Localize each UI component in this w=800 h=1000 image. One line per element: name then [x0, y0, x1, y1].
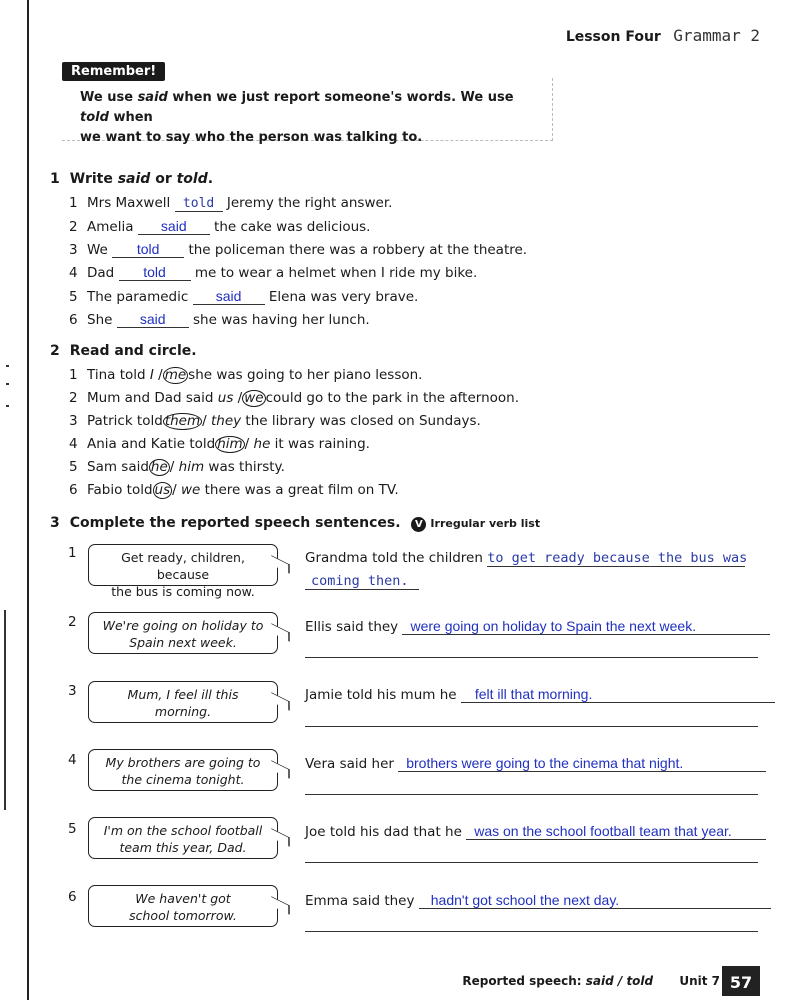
item-text: Dad	[87, 265, 119, 281]
speech-bubble	[88, 749, 278, 791]
bubble-line: school tomorrow.	[129, 908, 237, 923]
option-b[interactable]: we	[180, 482, 201, 498]
item-number: 6	[69, 482, 78, 498]
bubble-line: the cinema tonight.	[121, 772, 245, 787]
margin-mark	[6, 405, 9, 407]
page-number: 57	[722, 966, 760, 996]
exercise-2-title	[50, 343, 197, 359]
bubble-line: Get ready, children, because	[121, 550, 245, 582]
bubble-line: morning.	[154, 704, 212, 719]
speech-bubble	[88, 612, 278, 654]
item-text: Mum and Dad said	[87, 390, 218, 406]
irregular-verb-list-link[interactable]: Irregular verb list	[430, 517, 541, 530]
writing-line	[305, 726, 758, 727]
title-part: Write	[69, 171, 118, 187]
exercise-title: Read and circle.	[69, 343, 197, 359]
option-separator: /	[233, 390, 243, 406]
lesson-header	[566, 26, 760, 45]
sentence-stem: Emma said they	[305, 893, 419, 909]
option-b-circled[interactable]: we	[244, 390, 264, 406]
item-text: We	[87, 242, 113, 258]
item-number: 5	[69, 459, 78, 475]
option-a-circled[interactable]: him	[217, 436, 243, 452]
item-text: she was going to her piano lesson.	[188, 367, 423, 383]
item-text: Sam said	[87, 459, 149, 475]
title-part: or	[150, 171, 177, 187]
option-separator: /	[244, 436, 254, 452]
option-b[interactable]: they	[210, 413, 242, 429]
item-text: Mrs Maxwell	[87, 195, 175, 211]
exercise-number: 1	[50, 171, 60, 187]
answer-field[interactable]: said	[193, 288, 265, 305]
answer-field-continued[interactable]: coming then.	[305, 573, 419, 590]
item-number: 4	[68, 752, 77, 768]
item-number: 2	[69, 390, 78, 406]
speech-bubble	[88, 817, 278, 859]
remember-text	[80, 88, 540, 148]
item-number: 1	[69, 367, 78, 383]
item-text: Amelia	[87, 219, 138, 235]
answer-field[interactable]: said	[117, 311, 189, 328]
item-number: 4	[69, 436, 78, 452]
rule-text: when	[108, 110, 153, 125]
ex1-item	[69, 311, 370, 328]
reported-line	[305, 618, 770, 635]
rule-word-said: said	[137, 90, 168, 105]
rule-text: when we just report someone's words. We use	[167, 90, 514, 105]
ex1-item	[69, 264, 477, 281]
item-text: Elena was very brave.	[264, 289, 419, 305]
option-b[interactable]: he	[253, 436, 271, 452]
ex1-item	[69, 195, 392, 212]
option-a[interactable]: I	[149, 367, 154, 383]
reported-line	[305, 550, 748, 567]
item-number: 6	[68, 889, 77, 905]
item-text: Tina told	[87, 367, 150, 383]
speech-bubble	[88, 544, 278, 599]
option-separator: /	[169, 459, 179, 475]
footer-topic-words: said / told	[585, 974, 654, 988]
item-text: she was having her lunch.	[188, 312, 370, 328]
option-a[interactable]: us	[217, 390, 234, 406]
footer-unit: Unit 7	[679, 974, 720, 988]
page-binding-line	[27, 0, 29, 1000]
item-number: 1	[69, 195, 78, 211]
margin-mark	[6, 365, 9, 367]
rule-text: We use	[80, 90, 138, 105]
item-text: Ania and Katie told	[87, 436, 216, 452]
writing-line	[305, 657, 758, 658]
remember-badge: Remember!	[62, 62, 165, 81]
option-separator: /	[153, 367, 163, 383]
item-text: the policeman there was a robbery at the theatre.	[184, 242, 528, 258]
answer-field[interactable]: to get ready because the bus was	[487, 550, 748, 566]
item-number: 3	[69, 413, 78, 429]
ex2-item	[69, 436, 370, 453]
ex1-item	[69, 288, 418, 305]
item-text: me to wear a helmet when I ride my bike.	[190, 265, 478, 281]
item-text: there was a great film on TV.	[200, 482, 399, 498]
ex1-item	[69, 241, 527, 258]
item-number: 3	[68, 683, 77, 699]
item-text: Jeremy the right answer.	[222, 195, 393, 211]
answer-field[interactable]: said	[138, 218, 210, 235]
item-text: Patrick told	[87, 413, 163, 429]
option-a-circled[interactable]: us	[154, 482, 171, 498]
item-text: it was raining.	[270, 436, 370, 452]
answer-field[interactable]: was on the school football team that year.	[466, 823, 766, 840]
ex2-item	[69, 482, 399, 499]
exercise-number: 3	[50, 515, 60, 531]
section-title: Grammar 2	[673, 26, 760, 45]
bubble-line: Spain next week.	[129, 635, 237, 650]
rule-word-told: told	[80, 110, 109, 125]
exercise-1-title	[50, 171, 213, 187]
item-text: The paramedic	[87, 289, 193, 305]
exercise-number: 2	[50, 343, 60, 359]
page-footer	[462, 974, 720, 988]
title-part: told	[176, 171, 208, 187]
item-number: 4	[69, 265, 78, 281]
bubble-line: the bus is coming now.	[111, 584, 255, 599]
option-separator: /	[202, 413, 211, 429]
title-part: said	[117, 171, 151, 187]
item-number: 1	[68, 545, 77, 561]
sentence-stem: Ellis said they	[305, 619, 403, 635]
bubble-line: Mum, I feel ill this	[127, 687, 239, 702]
item-text: could go to the park in the afternoon.	[265, 390, 520, 406]
title-part: .	[207, 171, 214, 187]
option-a-circled[interactable]: them	[164, 413, 201, 429]
rule-text: we want to say who the person was talking to.	[80, 130, 423, 145]
vocabulary-icon: V	[411, 517, 426, 532]
exercise-3-title	[50, 515, 540, 532]
reported-line	[305, 892, 771, 909]
bubble-line: My brothers are going to	[105, 755, 261, 770]
ex2-item	[69, 413, 481, 430]
item-text: was thirsty.	[204, 459, 285, 475]
reported-line	[305, 755, 766, 772]
bubble-line: team this year, Dad.	[119, 840, 247, 855]
item-number: 2	[68, 614, 77, 630]
item-number: 6	[69, 312, 78, 328]
bubble-line: We're going on holiday to	[102, 618, 264, 633]
writing-line	[305, 862, 758, 863]
reported-line	[305, 686, 775, 703]
exercise-title: Complete the reported speech sentences.	[69, 515, 401, 531]
margin-bracket	[4, 610, 6, 810]
item-number: 3	[69, 242, 78, 258]
sentence-stem: Jamie told his mum he	[305, 687, 461, 703]
reported-line	[305, 823, 766, 840]
ex2-item	[69, 367, 422, 384]
answer-field[interactable]: told	[112, 241, 184, 258]
option-a-circled[interactable]: he	[150, 459, 168, 475]
item-text: the library was closed on Sundays.	[241, 413, 481, 429]
item-text: She	[87, 312, 117, 328]
speech-bubble	[88, 885, 278, 927]
ex1-item	[69, 218, 370, 235]
answer-field[interactable]: hadn't got school the next day.	[419, 892, 771, 909]
bubble-line: I'm on the school football	[103, 823, 263, 838]
sentence-stem: Vera said her	[305, 756, 399, 772]
option-b-circled[interactable]: me	[164, 367, 187, 383]
option-separator: /	[172, 482, 181, 498]
item-text: the cake was delicious.	[209, 219, 371, 235]
answer-field[interactable]: told	[119, 264, 191, 281]
reported-line-2	[305, 573, 419, 590]
footer-topic: Reported speech:	[462, 974, 586, 988]
option-b[interactable]: him	[178, 459, 205, 475]
ex2-item	[69, 390, 519, 407]
item-text: Fabio told	[87, 482, 153, 498]
item-number: 5	[68, 821, 77, 837]
item-number: 2	[69, 219, 78, 235]
answer-field[interactable]: brothers were going to the cinema that night.	[398, 755, 766, 772]
speech-bubble	[88, 681, 278, 723]
answer-field[interactable]: told	[175, 196, 223, 212]
answer-field[interactable]: felt ill that morning.	[461, 686, 775, 703]
ex2-item	[69, 459, 285, 476]
answer-field[interactable]: were going on holiday to Spain the next week.	[402, 618, 770, 635]
margin-mark	[6, 383, 9, 385]
writing-line	[305, 794, 758, 795]
bubble-line: We haven't got	[135, 891, 231, 906]
sentence-stem: Joe told his dad that he	[305, 824, 467, 840]
sentence-stem: Grandma told the children	[305, 550, 488, 566]
item-number: 5	[69, 289, 78, 305]
writing-line	[305, 931, 758, 932]
lesson-title: Lesson Four	[565, 29, 661, 45]
